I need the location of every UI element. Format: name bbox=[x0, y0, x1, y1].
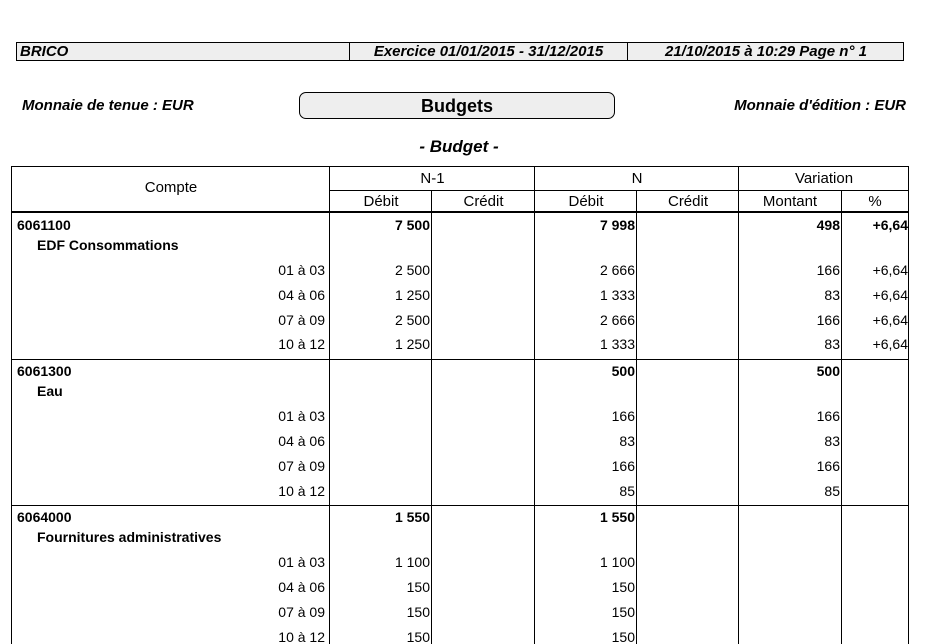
period-n1-debit: 150 bbox=[406, 604, 430, 620]
period-label: 04 à 06 bbox=[278, 433, 325, 449]
period-label: 01 à 03 bbox=[278, 262, 325, 278]
account-separator bbox=[12, 505, 909, 506]
budget-table bbox=[11, 166, 909, 644]
period-montant: 166 bbox=[816, 408, 840, 425]
col-n1: N-1 bbox=[420, 170, 445, 187]
period-n-debit: 1 333 bbox=[599, 336, 635, 353]
period-n-debit: 1 100 bbox=[599, 554, 635, 571]
account-row bbox=[12, 361, 909, 381]
header-bottom-rule bbox=[12, 211, 909, 213]
col-compte: Compte bbox=[144, 179, 198, 196]
period-montant: 85 bbox=[824, 482, 840, 499]
period-row bbox=[12, 260, 909, 280]
period-row bbox=[12, 310, 909, 330]
col-n1-credit: Crédit bbox=[463, 193, 504, 210]
period-row bbox=[12, 456, 909, 476]
period-n1-debit: 150 bbox=[406, 628, 430, 644]
account-n1-debit: 1 550 bbox=[394, 509, 430, 526]
account-montant: 500 bbox=[816, 363, 840, 380]
period-n-debit: 150 bbox=[611, 579, 635, 596]
period-n-debit: 150 bbox=[611, 628, 635, 644]
col-montant: Montant bbox=[762, 193, 818, 210]
col-n: N bbox=[631, 170, 643, 187]
period-n-debit: 83 bbox=[619, 433, 635, 449]
exercise-period: Exercice 01/01/2015 - 31/12/2015 bbox=[350, 43, 628, 60]
period-row bbox=[12, 285, 909, 305]
period-label: 04 à 06 bbox=[278, 286, 325, 303]
period-montant: 83 bbox=[824, 336, 840, 353]
account-n-debit: 7 998 bbox=[599, 217, 635, 233]
period-row bbox=[12, 406, 909, 426]
period-n1-debit: 2 500 bbox=[394, 311, 430, 328]
account-code: 6061300 bbox=[17, 363, 72, 380]
account-name-row bbox=[12, 527, 909, 547]
period-montant: 166 bbox=[816, 311, 840, 328]
period-row bbox=[12, 481, 909, 501]
account-code: 6061100 bbox=[17, 217, 71, 233]
period-row bbox=[12, 431, 909, 451]
print-date-page: 21/10/2015 à 10:29 Page n° 1 bbox=[665, 43, 867, 60]
period-label: 10 à 12 bbox=[278, 628, 325, 644]
period-n-debit: 150 bbox=[611, 604, 635, 620]
report-header-bar bbox=[16, 42, 904, 61]
period-label: 07 à 09 bbox=[278, 457, 325, 474]
period-pct: +6,64 bbox=[872, 311, 908, 328]
account-name: Eau bbox=[37, 383, 63, 400]
period-n-debit: 166 bbox=[611, 457, 635, 474]
currency-edit: Monnaie d'édition : EUR bbox=[734, 97, 906, 114]
period-n-debit: 85 bbox=[619, 482, 635, 499]
period-label: 04 à 06 bbox=[278, 579, 325, 596]
period-pct: +6,64 bbox=[872, 336, 908, 353]
period-montant: 166 bbox=[816, 457, 840, 474]
period-row bbox=[12, 627, 909, 644]
period-montant: 83 bbox=[824, 433, 840, 449]
period-n1-debit: 1 100 bbox=[394, 554, 430, 571]
account-n-debit: 1 550 bbox=[599, 509, 635, 526]
col-n1-debit: Débit bbox=[363, 193, 399, 210]
period-montant: 166 bbox=[816, 262, 840, 278]
period-label: 07 à 09 bbox=[278, 311, 325, 328]
period-montant: 83 bbox=[824, 286, 840, 303]
account-row bbox=[12, 507, 909, 527]
currency-keep: Monnaie de tenue : EUR bbox=[22, 97, 194, 114]
account-name: Fournitures administratives bbox=[37, 529, 222, 546]
period-n1-debit: 1 250 bbox=[394, 286, 430, 303]
period-n-debit: 166 bbox=[611, 408, 635, 425]
period-label: 01 à 03 bbox=[278, 554, 325, 571]
period-n-debit: 2 666 bbox=[599, 262, 635, 278]
account-name-row bbox=[12, 381, 909, 401]
col-n-credit: Crédit bbox=[667, 193, 708, 210]
account-n-debit: 500 bbox=[611, 363, 635, 380]
account-name-row bbox=[12, 235, 909, 255]
account-montant: 498 bbox=[816, 217, 840, 233]
period-label: 07 à 09 bbox=[278, 604, 325, 620]
period-n-debit: 1 333 bbox=[599, 286, 635, 303]
account-n1-debit: 7 500 bbox=[394, 217, 430, 233]
account-pct: +6,64 bbox=[872, 217, 908, 233]
col-variation: Variation bbox=[794, 170, 854, 187]
period-label: 01 à 03 bbox=[278, 408, 325, 425]
account-name: EDF Consommations bbox=[37, 237, 179, 253]
period-n1-debit: 1 250 bbox=[394, 336, 430, 353]
period-label: 10 à 12 bbox=[278, 336, 325, 353]
period-label: 10 à 12 bbox=[278, 482, 325, 499]
period-n1-debit: 150 bbox=[406, 579, 430, 596]
company-name: BRICO bbox=[17, 43, 350, 60]
period-row bbox=[12, 577, 909, 597]
period-row bbox=[12, 602, 909, 622]
header-divider bbox=[330, 190, 909, 191]
period-row bbox=[12, 552, 909, 572]
report-title: Budgets bbox=[299, 92, 615, 119]
col-pct: % bbox=[868, 193, 882, 210]
report-subtitle: - Budget - bbox=[419, 137, 499, 156]
period-n-debit: 2 666 bbox=[599, 311, 635, 328]
period-row bbox=[12, 334, 909, 354]
period-n1-debit: 2 500 bbox=[394, 262, 430, 278]
account-code: 6064000 bbox=[17, 509, 72, 526]
period-pct: +6,64 bbox=[872, 262, 908, 278]
col-n-debit: Débit bbox=[568, 193, 604, 210]
period-pct: +6,64 bbox=[872, 286, 908, 303]
account-separator bbox=[12, 359, 909, 360]
account-row bbox=[12, 215, 909, 235]
